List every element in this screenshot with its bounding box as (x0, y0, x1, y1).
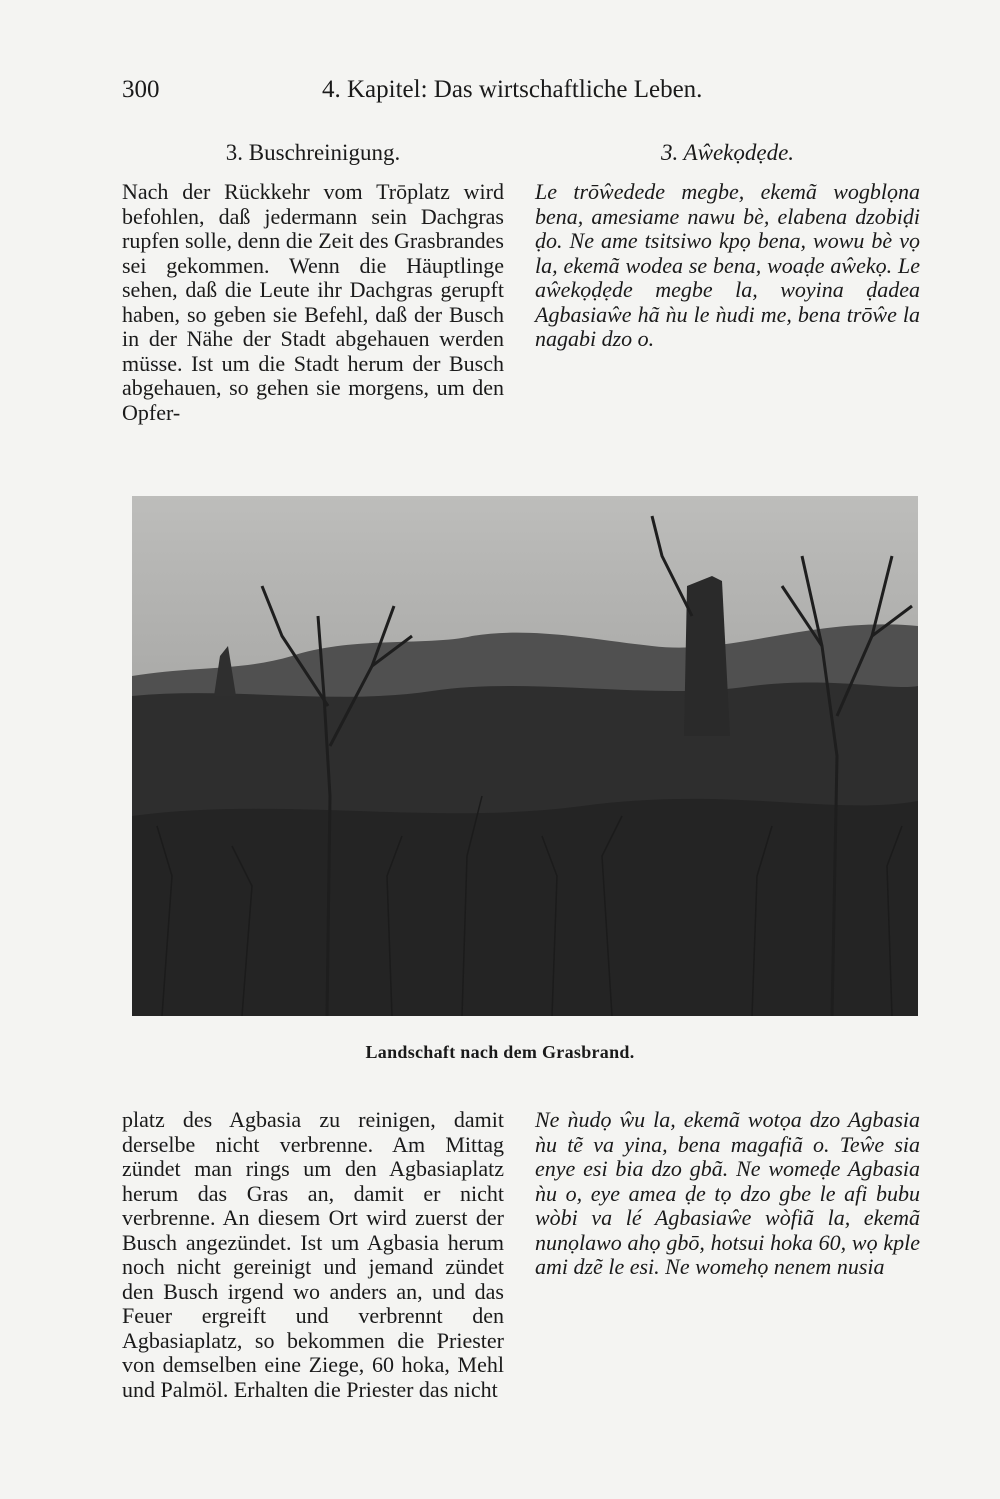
section-heading-german: 3. Buschreinigung. (225, 140, 401, 165)
left-column-top (122, 140, 504, 425)
left-column-bottom (122, 1108, 504, 1402)
paragraph-ewe-top: Le trōŵedede megbe, ekemã wogblọna bena, amesiame nawu bè, elabena dzobiḍi ḍo. Ne ame tsitsiwo kpọ bena, wowu bè vọ la, ekemã wodea se bena, woaḍe aŵekọ. Le aŵekọḍẹde megbe la, woyina ḍadea Agbasiaŵe hã ǹu le ǹudi me, bena trōŵe la nagabi dzo o. (535, 179, 920, 351)
section-heading-ewe: 3. Aŵekọdẹde. (660, 140, 795, 165)
running-title: 4. Kapitel: Das wirtschaftliche Leben. (322, 76, 703, 103)
right-column-top (535, 140, 920, 352)
figure-caption: Landschaft nach dem Grasbrand. (365, 1042, 635, 1062)
right-column-bottom (535, 1108, 920, 1280)
page-number: 300 (122, 76, 160, 103)
page-header (122, 76, 722, 110)
paragraph-german-bottom: platz des Agbasia zu reinigen, damit derselbe nicht verbrenne. Am Mittag zündet man rings um den Agbasiaplatz herum das Gras an, damit er nicht verbrenne. An diesem Ort wird zuerst der Busch angezündet. Ist um Agbasia herum noch nicht gereinigt und jemand zündet den Busch irgend wo anders an, und das Feuer ergreift und verbrennt den Agbasiaplatz, so bekommen die Priester von demselben eine Ziege, 60 hoka, Mehl und Palmöl. Erhalten die Priester das nicht (122, 1107, 504, 1402)
burnt-landscape-image (132, 496, 918, 1016)
paragraph-ewe-bottom: Ne ǹudọ ŵu la, ekemã wotọa dzo Agbasia ǹu tẽ va yina, bena magafiã o. Teŵe sia enye esi bia dzo gbã. Ne womeḍe Agbasia ǹu o, eye amea ḍe tọ dzo gbe le afi bubu wòbi va lé Agbasiaŵe wòfiã la, ekemã nunọlawo ahọ gbō, hotsui hoka 60, wọ kple ami dzẽ le esi. Ne womehọ nenem nusia (535, 1107, 920, 1279)
paragraph-german-top: Nach der Rückkehr vom Trōplatz wird befohlen, daß jedermann sein Dachgras rupfen solle, denn die Zeit des Grasbrandes sei gekommen. Wenn die Häuptlinge sehen, daß die Leute ihr Dachgras gerupft haben, so geben sie Befehl, daß der Busch in der Nähe der Stadt abgehauen werden müsse. Ist um die Stadt herum der Busch abgehauen, so gehen sie morgens, um den Opfer- (122, 179, 504, 425)
landscape-photo (132, 496, 918, 1016)
